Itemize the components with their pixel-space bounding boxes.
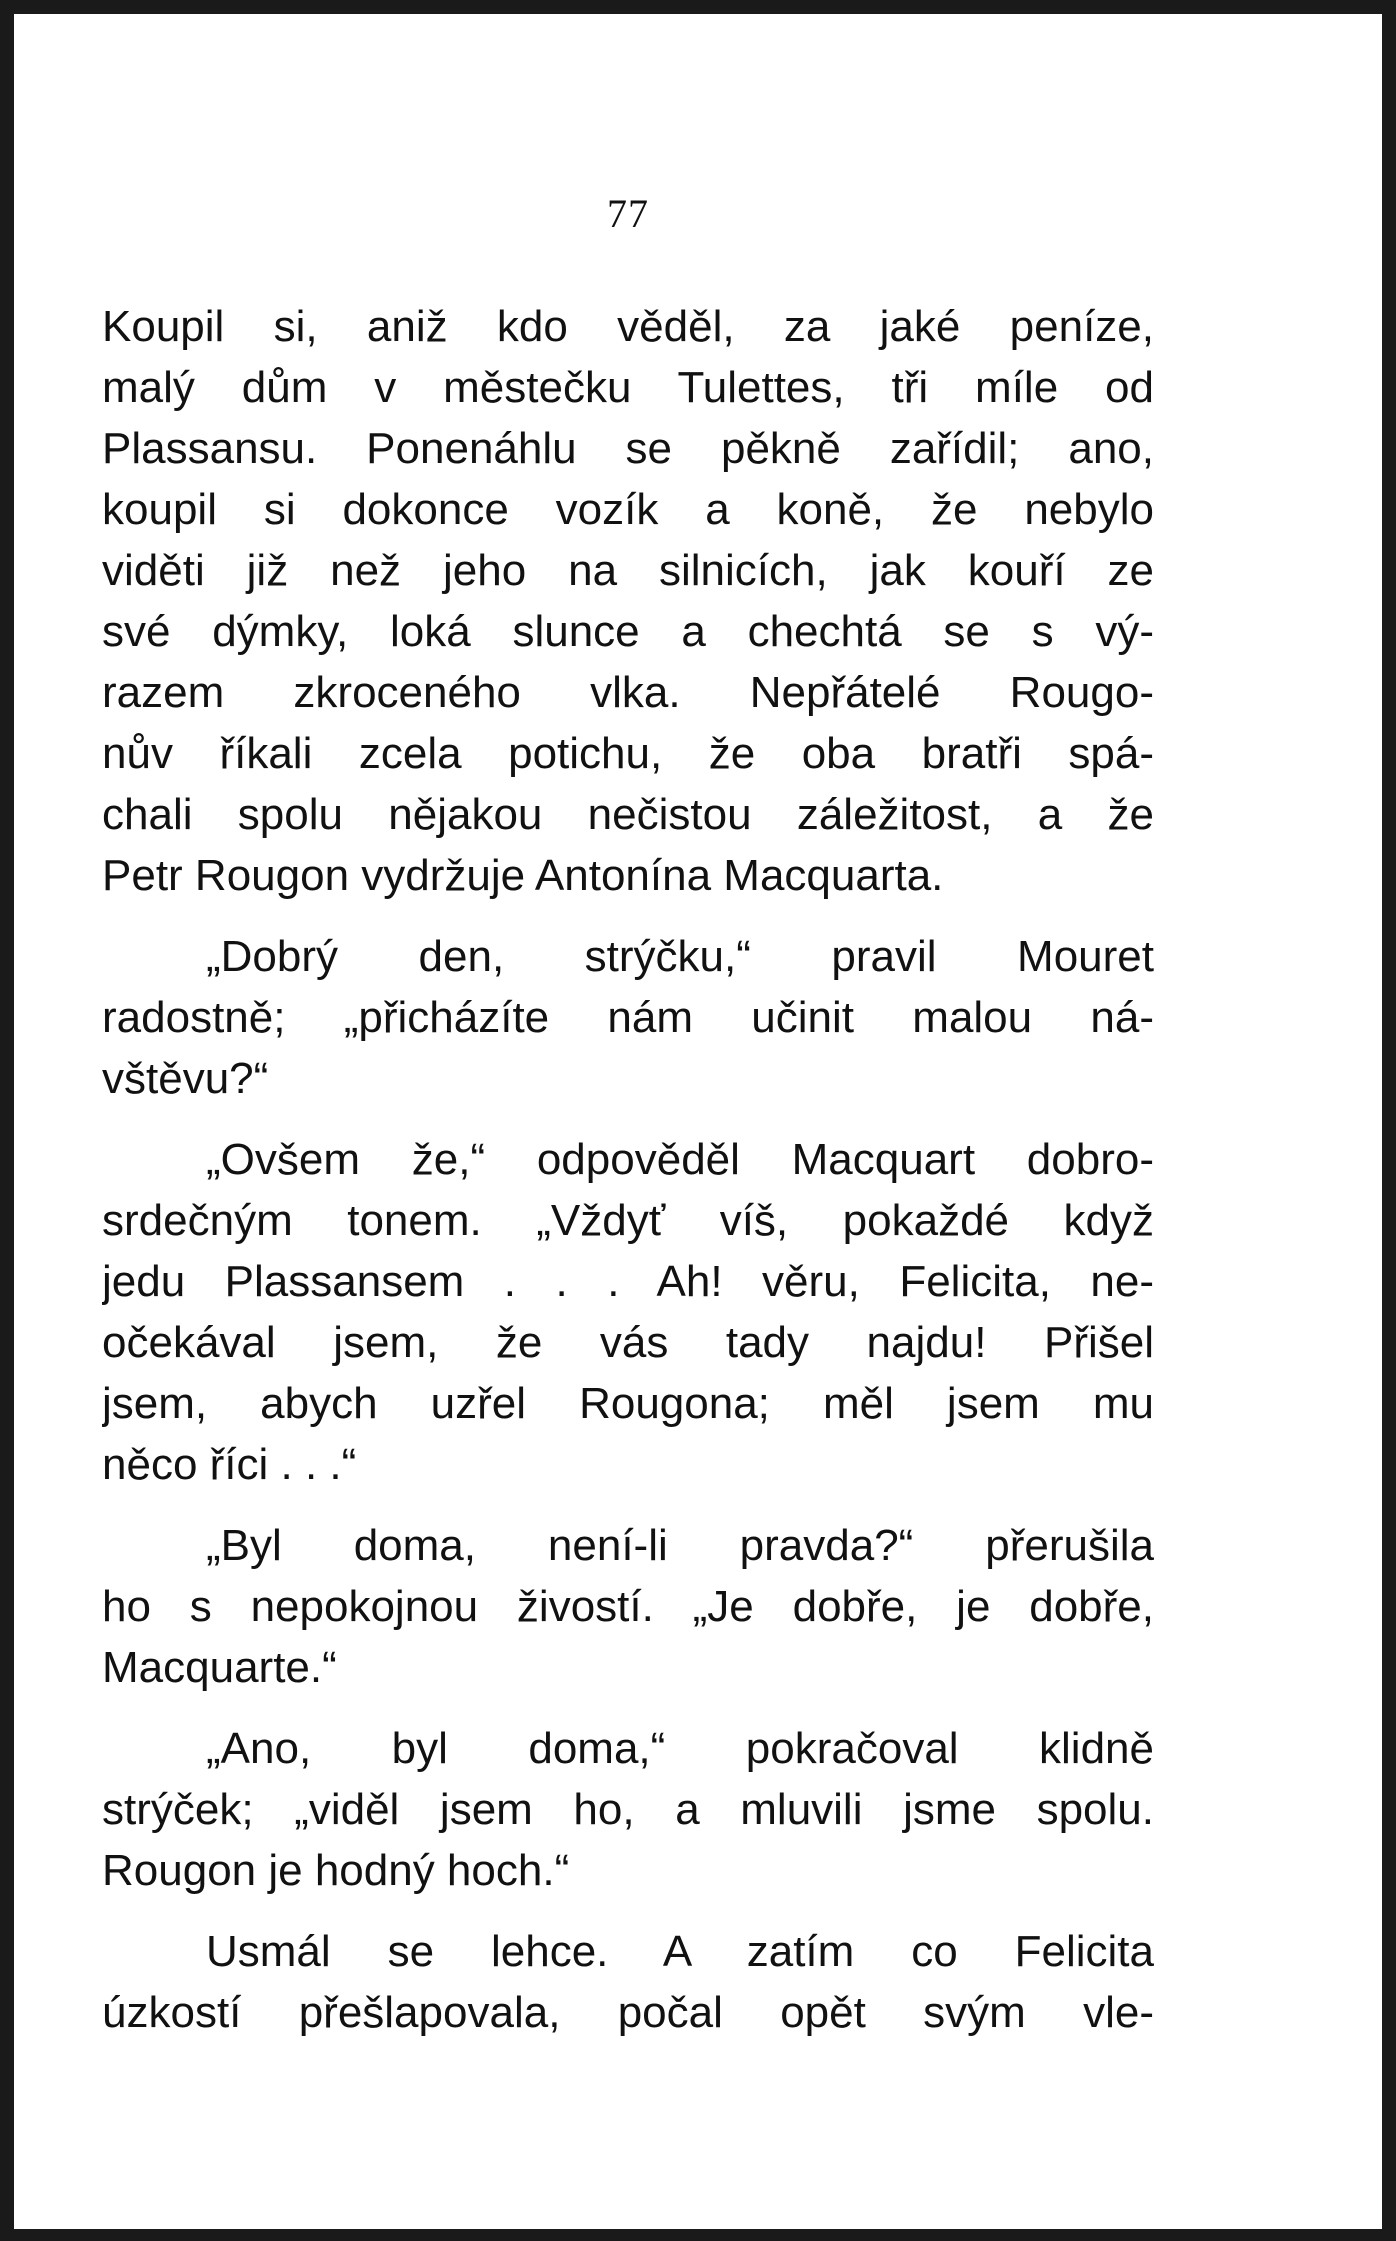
paragraph xyxy=(102,926,1154,1109)
text-line: chali spolu nějakou nečistou záležitost, a že xyxy=(102,790,1154,839)
paragraph xyxy=(102,296,1154,906)
text-line: „Dobrý den, strýčku,“ pravil Mouret xyxy=(206,932,1154,981)
text-line: Plassansu. Ponenáhlu se pěkně zařídil; ano, xyxy=(102,424,1154,473)
text-line: radostně; „přicházíte nám učinit malou ná- xyxy=(102,993,1154,1042)
text-line: malý dům v městečku Tulettes, tři míle od xyxy=(102,363,1154,412)
text-line: své dýmky, loká slunce a chechtá se s vý- xyxy=(102,607,1154,656)
text-line: Koupil si, aniž kdo věděl, za jaké peníze, xyxy=(102,302,1154,351)
paragraph xyxy=(102,1718,1154,1901)
paragraph-gap xyxy=(102,906,1154,926)
scan-border-right xyxy=(1382,0,1396,2241)
text-line: ho s nepokojnou živostí. „Je dobře, je dobře, xyxy=(102,1582,1154,1631)
text-line: strýček; „viděl jsem ho, a mluvili jsme spolu. xyxy=(102,1785,1154,1834)
text-line: srdečným tonem. „Vždyť víš, pokaždé když xyxy=(102,1196,1154,1245)
text-line: Rougon je hodný hoch.“ xyxy=(102,1846,570,1895)
paragraph xyxy=(102,1129,1154,1495)
text-line: něco říci . . .“ xyxy=(102,1440,357,1489)
paragraph xyxy=(102,1515,1154,1698)
text-line: „Ovšem že,“ odpověděl Macquart dobro- xyxy=(206,1135,1154,1184)
paragraph-gap xyxy=(102,1698,1154,1718)
paragraph-gap xyxy=(102,1901,1154,1921)
text-line: úzkostí přešlapovala, počal opět svým vle- xyxy=(102,1988,1154,2037)
paragraph-gap xyxy=(102,1495,1154,1515)
text-line: Macquarte.“ xyxy=(102,1643,337,1692)
text-line: vštěvu?“ xyxy=(102,1054,269,1103)
scan-border-left xyxy=(0,0,14,2241)
text-line: koupil si dokonce vozík a koně, že nebylo xyxy=(102,485,1154,534)
scan-border-bottom xyxy=(0,2229,1396,2241)
text-line: „Byl doma, není-li pravda?“ přerušila xyxy=(206,1521,1154,1570)
text-line: jedu Plassansem . . . Ah! věru, Felicita, ne- xyxy=(102,1257,1154,1306)
page-number: 77 xyxy=(607,191,649,236)
paragraph xyxy=(102,1921,1154,2043)
body-text xyxy=(102,296,1154,2043)
text-line: jsem, abych uzřel Rougona; měl jsem mu xyxy=(102,1379,1154,1428)
paragraph-gap xyxy=(102,1109,1154,1129)
text-line: očekával jsem, že vás tady najdu! Přišel xyxy=(102,1318,1154,1367)
text-line: nův říkali zcela potichu, že oba bratři spá- xyxy=(102,729,1154,778)
text-line: Petr Rougon vydržuje Antonína Macquarta. xyxy=(102,851,944,900)
text-line: razem zkroceného vlka. Nepřátelé Rougo- xyxy=(102,668,1154,717)
text-line: „Ano, byl doma,“ pokračoval klidně xyxy=(206,1724,1154,1773)
text-line: viděti již než jeho na silnicích, jak kouří ze xyxy=(102,546,1154,595)
scan-border-top xyxy=(0,0,1396,14)
text-line: Usmál se lehce. A zatím co Felicita xyxy=(206,1927,1154,1976)
